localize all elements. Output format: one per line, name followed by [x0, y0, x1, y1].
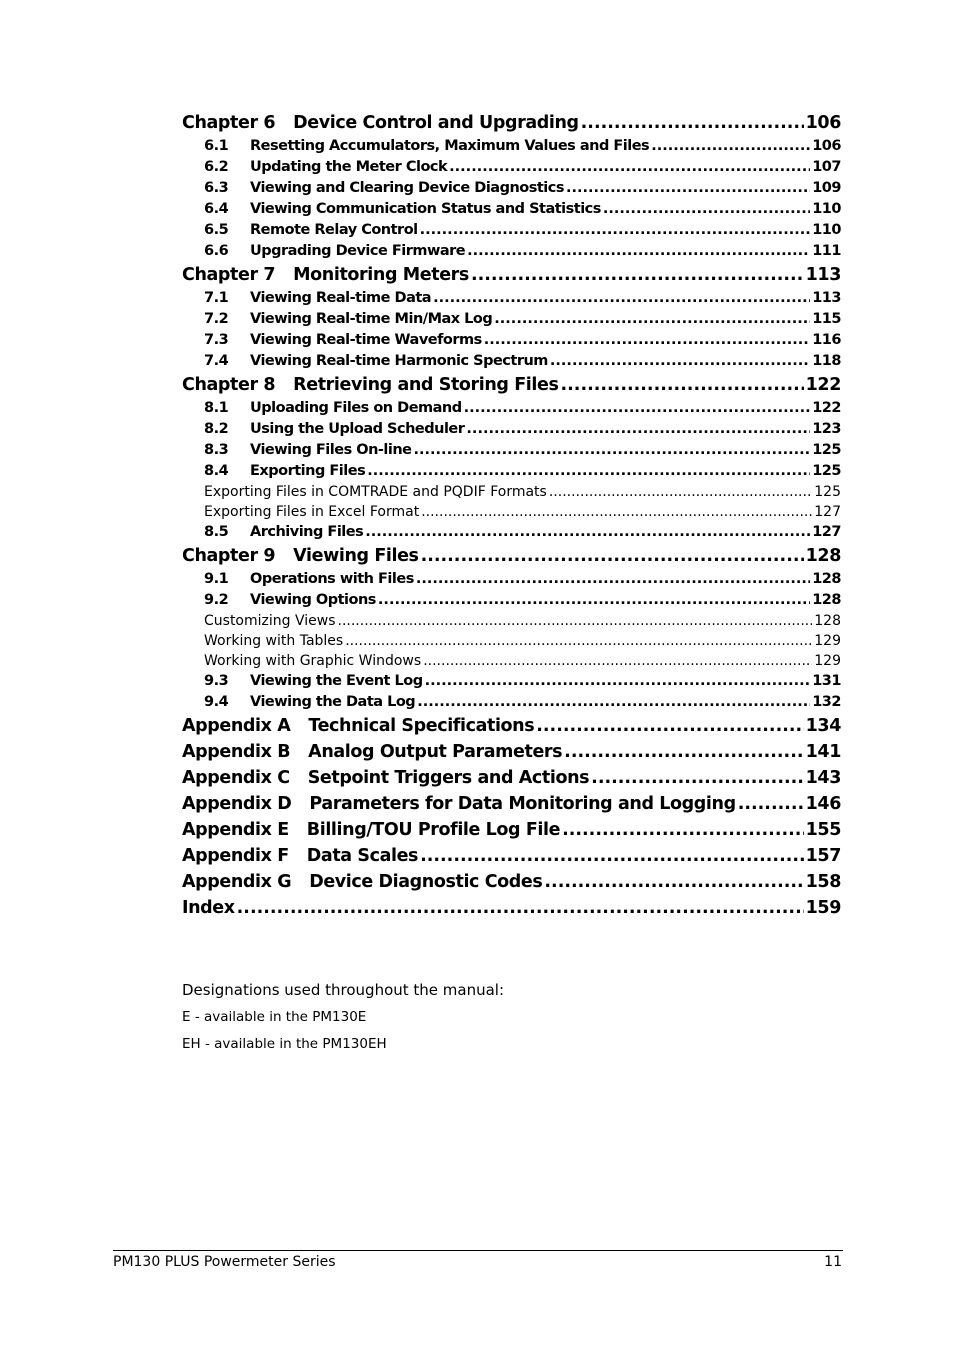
toc-entry-page: 110 — [812, 201, 841, 217]
toc-entry-title: Resetting Accumulators, Maximum Values and Files — [250, 138, 650, 154]
toc-entry-number: 6.1 — [204, 138, 229, 154]
toc-entry-page: 125 — [812, 463, 841, 479]
toc-entry-title: Billing/TOU Profile Log File — [306, 820, 561, 840]
dot-leader — [651, 136, 810, 157]
dot-leader — [562, 817, 804, 843]
toc-entry-page: 141 — [805, 742, 841, 762]
toc-entry-page: 129 — [814, 633, 841, 649]
dot-leader — [367, 461, 810, 482]
toc-entry-page: 122 — [812, 400, 841, 416]
toc-entry[interactable] — [182, 199, 841, 220]
toc-entry[interactable] — [182, 590, 841, 611]
dot-leader — [566, 178, 810, 199]
designation-item: EH - available in the PM130EH — [182, 1036, 387, 1052]
toc-entry[interactable] — [182, 461, 841, 482]
toc-entry-number: 6.4 — [204, 201, 229, 217]
toc-entry-page: 128 — [812, 571, 841, 587]
toc-entry-title: Exporting Files in Excel Format — [204, 504, 420, 520]
toc-entry-number: 6.3 — [204, 180, 229, 196]
dot-leader — [237, 895, 804, 921]
toc-entry-title: Viewing and Clearing Device Diagnostics — [250, 180, 565, 196]
toc-entry-title: Working with Graphic Windows — [204, 653, 422, 669]
dot-leader — [338, 611, 813, 631]
dot-leader — [449, 157, 810, 178]
toc-entry-page: 134 — [805, 716, 841, 736]
dot-leader — [550, 351, 810, 372]
toc-entry-title: Data Scales — [306, 846, 419, 866]
dot-leader — [464, 398, 811, 419]
toc-entry[interactable] — [182, 351, 841, 372]
toc-entry-page: 127 — [814, 504, 841, 520]
toc-entry-title: Upgrading Device Firmware — [250, 243, 466, 259]
toc-entry-number: 7.4 — [204, 353, 229, 369]
toc-entry-title: Viewing the Data Log — [250, 694, 416, 710]
toc-entry-title: Technical Specifications — [308, 716, 535, 736]
table-of-contents — [182, 110, 841, 921]
toc-entry-page: 125 — [814, 484, 841, 500]
toc-entry-page: 116 — [812, 332, 841, 348]
toc-entry-number: 7.3 — [204, 332, 229, 348]
dot-leader — [561, 372, 804, 398]
dot-leader — [603, 199, 810, 220]
dot-leader — [425, 671, 811, 692]
toc-entry[interactable] — [182, 895, 841, 921]
toc-entry-page: 106 — [805, 113, 841, 133]
dot-leader — [365, 522, 810, 543]
toc-entry-number: 6.2 — [204, 159, 229, 175]
toc-entry-title: Customizing Views — [204, 613, 336, 629]
dot-leader — [591, 765, 803, 791]
toc-entry-number: 9.1 — [204, 571, 229, 587]
dot-leader — [544, 869, 803, 895]
toc-entry[interactable] — [182, 262, 841, 288]
toc-entry-page: 128 — [805, 546, 841, 566]
toc-entry[interactable] — [182, 671, 841, 692]
toc-entry-number: 7.2 — [204, 311, 229, 327]
toc-entry-page: 132 — [812, 694, 841, 710]
dot-leader — [536, 713, 803, 739]
dot-leader — [420, 843, 804, 869]
toc-entry-title: Viewing Real-time Harmonic Spectrum — [250, 353, 548, 369]
toc-entry-number: Appendix F — [182, 846, 289, 866]
toc-entry-number: Chapter 7 — [182, 265, 276, 285]
toc-entry[interactable] — [182, 543, 841, 569]
toc-entry[interactable] — [182, 817, 841, 843]
toc-entry-title: Monitoring Meters — [293, 265, 469, 285]
toc-entry-title: Archiving Files — [250, 524, 364, 540]
toc-entry[interactable] — [182, 765, 841, 791]
dot-leader — [467, 241, 810, 262]
toc-entry-title: Exporting Files — [250, 463, 366, 479]
dot-leader — [416, 569, 810, 590]
toc-entry-title: Updating the Meter Clock — [250, 159, 448, 175]
toc-entry[interactable] — [182, 398, 841, 419]
toc-entry-title: Uploading Files on Demand — [250, 400, 462, 416]
toc-entry-number: Chapter 8 — [182, 375, 276, 395]
toc-entry[interactable] — [182, 482, 841, 502]
designation-item: E - available in the PM130E — [182, 1009, 367, 1025]
toc-entry-page: 118 — [812, 353, 841, 369]
toc-entry-title: Working with Tables — [204, 633, 344, 649]
toc-entry-title: Operations with Files — [250, 571, 414, 587]
toc-entry-title: Parameters for Data Monitoring and Logging — [309, 794, 736, 814]
dot-leader — [421, 543, 804, 569]
toc-entry-page: 123 — [812, 421, 841, 437]
designations — [182, 980, 504, 1062]
toc-entry[interactable] — [182, 309, 841, 330]
toc-entry-number: 9.3 — [204, 673, 229, 689]
toc-entry[interactable] — [182, 611, 841, 631]
toc-entry[interactable] — [182, 502, 841, 522]
toc-entry-title: Viewing Files — [293, 546, 419, 566]
toc-entry-number: Appendix C — [182, 768, 290, 788]
toc-entry-page: 113 — [812, 290, 841, 306]
toc-entry[interactable] — [182, 869, 841, 895]
toc-entry-page: 115 — [812, 311, 841, 327]
toc-entry[interactable] — [182, 713, 841, 739]
toc-entry[interactable] — [182, 157, 841, 178]
toc-entry[interactable] — [182, 178, 841, 199]
toc-entry-number: 9.2 — [204, 592, 229, 608]
dot-leader — [564, 739, 803, 765]
toc-entry-title: Index — [182, 898, 235, 918]
toc-entry-page: 158 — [805, 872, 841, 892]
toc-entry-title: Exporting Files in COMTRADE and PQDIF Formats — [204, 484, 547, 500]
toc-entry-page: 159 — [805, 898, 841, 918]
toc-entry-page: 129 — [814, 653, 841, 669]
toc-entry-number: Appendix E — [182, 820, 289, 840]
toc-entry[interactable] — [182, 220, 841, 241]
designations-title: Designations used throughout the manual: — [182, 981, 505, 999]
toc-entry-page: 111 — [812, 243, 841, 259]
dot-leader — [466, 419, 810, 440]
toc-entry[interactable] — [182, 440, 841, 461]
toc-entry-page: 157 — [805, 846, 841, 866]
toc-entry-page: 110 — [812, 222, 841, 238]
toc-entry-number: 6.5 — [204, 222, 229, 238]
dot-leader — [738, 791, 804, 817]
toc-entry-title: Using the Upload Scheduler — [250, 421, 465, 437]
toc-entry-title: Device Control and Upgrading — [293, 113, 579, 133]
dot-leader — [423, 651, 812, 671]
toc-entry-title: Viewing the Event Log — [250, 673, 423, 689]
toc-entry[interactable] — [182, 419, 841, 440]
toc-entry-title: Viewing Real-time Data — [250, 290, 432, 306]
toc-entry-title: Viewing Files On-line — [250, 442, 412, 458]
toc-entry-title: Viewing Real-time Min/Max Log — [250, 311, 493, 327]
toc-entry-number: Appendix A — [182, 716, 291, 736]
toc-entry-title: Viewing Communication Status and Statistics — [250, 201, 601, 217]
toc-entry-page: 146 — [805, 794, 841, 814]
toc-entry-number: 8.1 — [204, 400, 229, 416]
dot-leader — [378, 590, 810, 611]
toc-entry-number: 8.2 — [204, 421, 229, 437]
toc-entry-number: 8.3 — [204, 442, 229, 458]
toc-entry-number: 6.6 — [204, 243, 229, 259]
toc-entry-number: Appendix G — [182, 872, 292, 892]
dot-leader — [433, 288, 810, 309]
toc-entry-title: Retrieving and Storing Files — [293, 375, 559, 395]
dot-leader — [414, 440, 811, 461]
toc-entry[interactable] — [182, 791, 841, 817]
toc-entry-page: 122 — [805, 375, 841, 395]
toc-entry-title: Viewing Real-time Waveforms — [250, 332, 482, 348]
footer-page-number: 11 — [824, 1254, 842, 1270]
toc-entry[interactable] — [182, 651, 841, 671]
toc-entry-page: 106 — [812, 138, 841, 154]
dot-leader — [417, 692, 810, 713]
toc-entry[interactable] — [182, 110, 841, 136]
toc-entry[interactable] — [182, 372, 841, 398]
toc-entry[interactable] — [182, 739, 841, 765]
dot-leader — [421, 502, 812, 522]
toc-entry-page: 143 — [805, 768, 841, 788]
toc-entry-title: Viewing Options — [250, 592, 376, 608]
toc-entry-page: 125 — [812, 442, 841, 458]
toc-entry[interactable] — [182, 136, 841, 157]
toc-entry[interactable] — [182, 692, 841, 713]
toc-entry-number: Chapter 6 — [182, 113, 276, 133]
dot-leader — [345, 631, 812, 651]
toc-entry-number: 8.5 — [204, 524, 229, 540]
toc-entry-page: 127 — [812, 524, 841, 540]
toc-entry[interactable] — [182, 569, 841, 590]
toc-entry-title: Device Diagnostic Codes — [309, 872, 543, 892]
toc-entry[interactable] — [182, 631, 841, 651]
toc-entry-number: Chapter 9 — [182, 546, 276, 566]
dot-leader — [484, 330, 810, 351]
toc-entry-page: 128 — [812, 592, 841, 608]
dot-leader — [494, 309, 810, 330]
toc-entry-title: Setpoint Triggers and Actions — [307, 768, 590, 788]
toc-entry[interactable] — [182, 241, 841, 262]
toc-entry-page: 131 — [812, 673, 841, 689]
toc-entry[interactable] — [182, 330, 841, 351]
toc-entry-number: 9.4 — [204, 694, 229, 710]
toc-entry-number: 8.4 — [204, 463, 229, 479]
toc-entry[interactable] — [182, 288, 841, 309]
dot-leader — [471, 262, 804, 288]
toc-entry-title: Analog Output Parameters — [308, 742, 563, 762]
toc-entry-page: 107 — [812, 159, 841, 175]
toc-entry-number: Appendix B — [182, 742, 291, 762]
toc-entry-page: 113 — [805, 265, 841, 285]
toc-entry[interactable] — [182, 843, 841, 869]
toc-entry-number: 7.1 — [204, 290, 229, 306]
dot-leader — [420, 220, 811, 241]
toc-entry-page: 109 — [812, 180, 841, 196]
toc-entry-page: 155 — [805, 820, 841, 840]
footer-divider — [113, 1250, 843, 1251]
toc-entry-page: 128 — [814, 613, 841, 629]
dot-leader — [581, 110, 804, 136]
dot-leader — [549, 482, 812, 502]
footer-title: PM130 PLUS Powermeter Series — [113, 1254, 336, 1270]
toc-entry[interactable] — [182, 522, 841, 543]
toc-entry-title: Remote Relay Control — [250, 222, 418, 238]
toc-entry-number: Appendix D — [182, 794, 292, 814]
